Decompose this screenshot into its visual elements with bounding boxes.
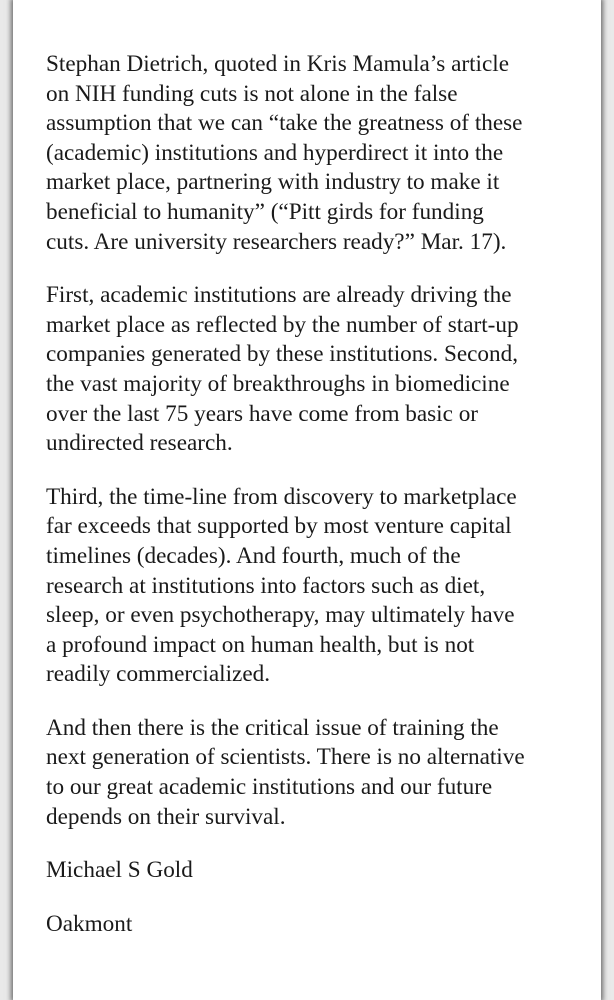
paragraph-1: Stephan Dietrich, quoted in Kris Mamula’s article on NIH funding cuts is not alone in the false assumption that we can “take the greatness of these (academic) institutions and hyperdirect it into the market place, partnering with industry to make it beneficial to humanity” (“Pitt girds for funding cuts. Are university researchers ready?” Mar. 17). (46, 51, 523, 255)
author-location: Oakmont (46, 910, 133, 937)
author-name: Michael S Gold (46, 857, 193, 884)
paragraph-3: Third, the time-line from discovery to marketplace far exceeds that supported by most venture capital timelines (decades). And fourth, much of the research at institutions into factors such as diet, sleep, or even psychotherapy, may ultimately have a profound impact on human health, but is not readily commercialized. (46, 483, 517, 688)
paragraph-4: And then there is the critical issue of training the next generation of scientists. There is no alternative to our great academic institutions and our future depends on their survival. (46, 714, 525, 830)
paragraph-2: First, academic institutions are already driving the market place as reflected by the number of start-up companies generated by these institutions. Second, the vast majority of breakthroughs in biomedicine over the last 75 years have come from basic or undirected research. (46, 282, 519, 457)
letter-body (46, 50, 598, 963)
letter-page (13, 0, 601, 1000)
